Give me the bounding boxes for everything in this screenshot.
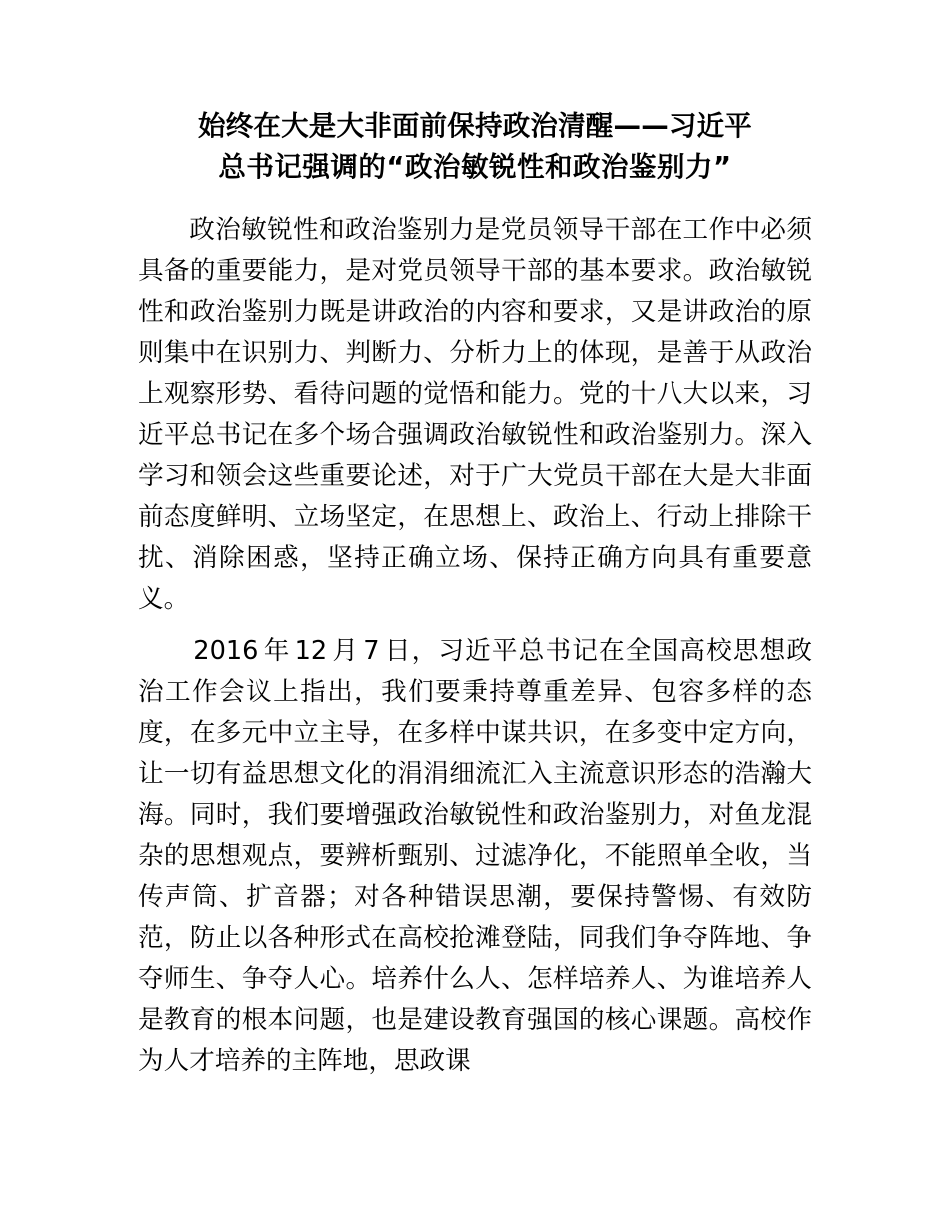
- document-content: [138, 106, 812, 1082]
- paragraph-2-month-unit: 月: [331, 636, 360, 666]
- page-title-line-2: 总书记强调的“政治敏锐性和政治鉴别力”: [218, 151, 732, 183]
- paragraph-2: [138, 631, 812, 1082]
- page-title: [138, 106, 812, 188]
- document-body: [138, 210, 812, 1082]
- paragraph-2-year: 2016: [193, 636, 259, 666]
- paragraph-2-day: 7: [363, 636, 380, 666]
- paragraph-2-rest: 日，习近平总书记在全国高校思想政治工作会议上指出，我们要秉持尊重差异、包容多样的态度，在多元中立主导，在多样中谋共识，在多变中定方向，让一切有益思想文化的涓涓细流汇入主流意识形态的浩瀚大海。同时，我们要增强政治敏锐性和政治鉴别力，对鱼龙混杂的思想观点，要辨析甄别、过滤净化，不能照单全收，当传声筒、扩音器；对各种错误思潮，要保持警惕、有效防范，防止以各种形式在高校抢滩登陆，同我们争夺阵地、争夺师生、争夺人心。培养什么人、怎样培养人、为谁培养人是教育的根本问题，也是建设教育强国的核心课题。高校作为人才培养的主阵地，思政课: [138, 636, 812, 1076]
- paragraph-2-month: 12: [294, 636, 328, 666]
- paragraph-2-year-unit: 年: [262, 636, 291, 666]
- paragraph-1: 政治敏锐性和政治鉴别力是党员领导干部在工作中必须具备的重要能力，是对党员领导干部的基本要求。政治敏锐性和政治鉴别力既是讲政治的内容和要求，又是讲政治的原则集中在识别力、判断力、分析力上的体现，是善于从政治上观察形势、看待问题的觉悟和能力。党的十八大以来，习近平总书记在多个场合强调政治敏锐性和政治鉴别力。深入学习和领会这些重要论述，对于广大党员干部在大是大非面前态度鲜明、立场坚定，在思想上、政治上、行动上排除干扰、消除困惑，坚持正确立场、保持正确方向具有重要意义。: [138, 215, 812, 614]
- page-title-line-1: 始终在大是大非面前保持政治清醒——习近平: [198, 110, 752, 142]
